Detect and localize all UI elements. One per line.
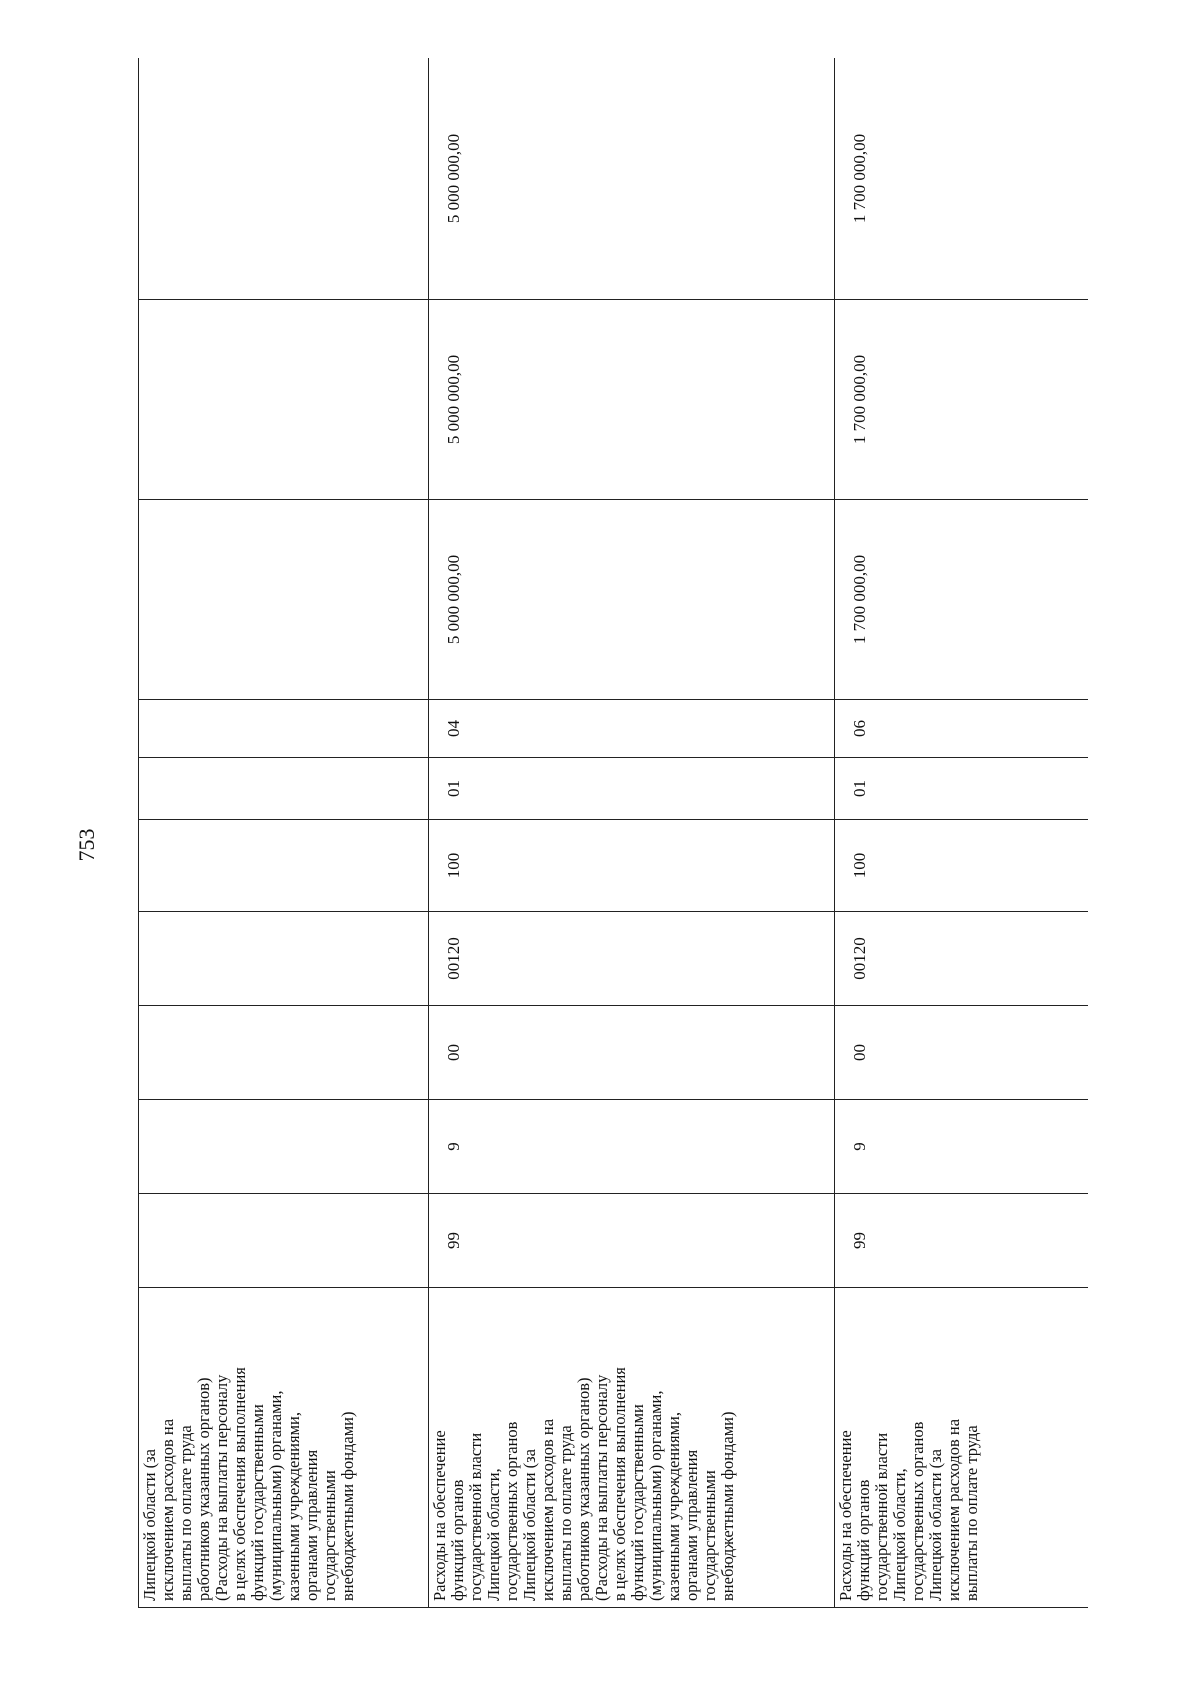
main-activity-code-cell: 00 <box>429 1006 835 1100</box>
description-line: работников указанных органов) <box>573 1377 593 1601</box>
section-code-cell: 01 <box>429 758 835 820</box>
description-line: Расходы на обеспечение <box>430 1430 449 1601</box>
amount-cell: 1 700 000,00 <box>835 58 1089 300</box>
section-code-cell: 01 <box>835 758 1089 820</box>
amount-cell <box>139 58 429 300</box>
expense-type-code-cell <box>139 820 429 912</box>
expense-direction-code-cell <box>139 912 429 1006</box>
description-line: исключением расходов на <box>157 1418 177 1601</box>
main-activity-code-cell: 00 <box>835 1006 1089 1100</box>
description-line: Липецкой области (за <box>519 1448 539 1601</box>
program-code-cell <box>139 1194 429 1288</box>
amount-cell: 5 000 000,00 <box>429 500 835 700</box>
subsection-code-cell: 04 <box>429 700 835 758</box>
table-row <box>835 58 1089 1608</box>
description-line: государственных органов <box>907 1421 927 1601</box>
description-line: казенными учреждениями, <box>283 1412 303 1601</box>
description-line: выплаты по оплате труда <box>555 1425 575 1601</box>
amount-cell: 1 700 000,00 <box>835 300 1089 500</box>
subsection-code-cell: 06 <box>835 700 1089 758</box>
description-line: внебюджетными фондами) <box>717 1411 737 1601</box>
amount-cell <box>139 300 429 500</box>
description-line: Липецкой области (за <box>925 1448 945 1601</box>
expense-type-code-cell: 100 <box>429 820 835 912</box>
table-clip <box>138 58 1088 1608</box>
amount-cell <box>139 500 429 700</box>
amount-cell: 5 000 000,00 <box>429 300 835 500</box>
description-line: государственной власти <box>871 1432 891 1601</box>
program-code-cell: 99 <box>835 1194 1089 1288</box>
description-line: органами управления <box>681 1449 701 1601</box>
subsection-code-cell <box>139 700 429 758</box>
amount-cell: 1 700 000,00 <box>835 500 1089 700</box>
description-line: внебюджетными фондами) <box>337 1411 357 1601</box>
description-line: Липецкой области, <box>483 1468 503 1601</box>
amount-cell: 5 000 000,00 <box>429 58 835 300</box>
expense-type-code-cell: 100 <box>835 820 1089 912</box>
description-line: работников указанных органов) <box>193 1377 213 1601</box>
description-line: функций органов <box>447 1479 467 1601</box>
description-line: исключением расходов на <box>537 1418 557 1601</box>
subprogram-code-cell: 9 <box>835 1100 1089 1194</box>
description-line: государственными <box>699 1470 719 1601</box>
table-row <box>429 58 835 1608</box>
description-line: (Расходы на выплаты персоналу <box>591 1374 611 1601</box>
description-cell <box>835 1288 1089 1608</box>
description-line: Расходы на обеспечение <box>836 1430 855 1601</box>
description-line: исключением расходов на <box>943 1418 963 1601</box>
description-cell <box>139 1288 429 1608</box>
description-line: органами управления <box>301 1449 321 1601</box>
description-line: в целях обеспечения выполнения <box>609 1367 629 1601</box>
description-line: выплаты по оплате труда <box>175 1425 195 1601</box>
description-line: (муниципальными) органами, <box>645 1390 665 1601</box>
description-line: Липецкой области, <box>889 1468 909 1601</box>
program-code-cell: 99 <box>429 1194 835 1288</box>
budget-table <box>138 58 1088 1608</box>
table-row <box>139 58 429 1608</box>
description-line: Липецкой области (за <box>140 1448 159 1601</box>
main-activity-code-cell <box>139 1006 429 1100</box>
section-code-cell <box>139 758 429 820</box>
description-line: в целях обеспечения выполнения <box>229 1367 249 1601</box>
description-line: функций государственными <box>627 1404 647 1601</box>
subprogram-code-cell <box>139 1100 429 1194</box>
subprogram-code-cell: 9 <box>429 1100 835 1194</box>
description-line: казенными учреждениями, <box>663 1412 683 1601</box>
description-line: функций государственными <box>247 1404 267 1601</box>
description-cell <box>429 1288 835 1608</box>
description-line: функций органов <box>853 1479 873 1601</box>
description-line: (Расходы на выплаты персоналу <box>211 1374 231 1601</box>
description-line: государственных органов <box>501 1421 521 1601</box>
description-line: выплаты по оплате труда <box>961 1425 981 1601</box>
expense-direction-code-cell: 00120 <box>429 912 835 1006</box>
description-line: (муниципальными) органами, <box>265 1390 285 1601</box>
description-line: государственной власти <box>465 1432 485 1601</box>
expense-direction-code-cell: 00120 <box>835 912 1089 1006</box>
table-rotated-container <box>138 58 1088 1608</box>
page-number: 753 <box>74 828 99 862</box>
description-line: государственными <box>319 1470 339 1601</box>
